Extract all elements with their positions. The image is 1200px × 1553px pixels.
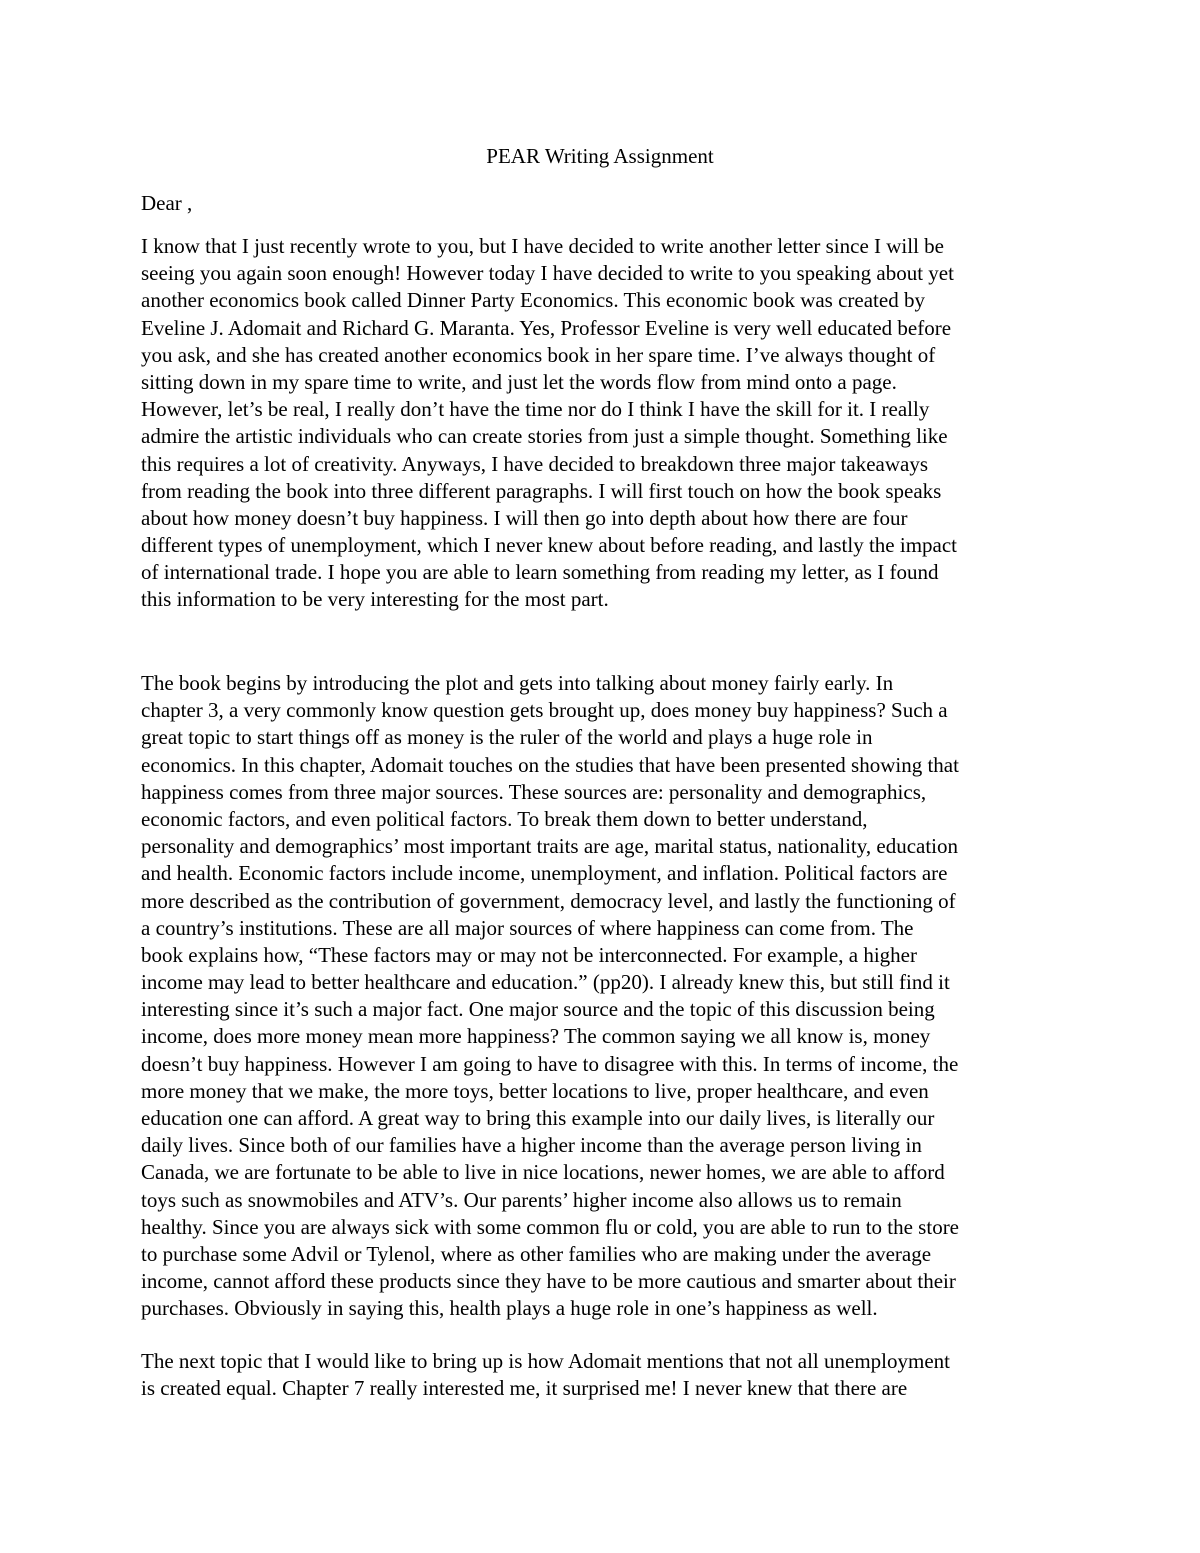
salutation: Dear , <box>141 191 193 215</box>
text-line: and health. Economic factors include income, unemployment, and inflation. Political factors are <box>141 861 948 886</box>
text-line: toys such as snowmobiles and ATV’s. Our parents’ higher income also allows us to remain <box>141 1187 902 1212</box>
text-line: book explains how, “These factors may or may not be interconnected. For example, a higher <box>141 942 917 967</box>
text-line: another economics book called Dinner Party Economics. This economic book was created by <box>141 288 925 313</box>
text-line: this requires a lot of creativity. Anyways, I have decided to breakdown three major takeaways <box>141 451 929 476</box>
text-line: The next topic that I would like to bring up is how Adomait mentions that not all unemployment <box>141 1349 950 1373</box>
text-line: doesn’t buy happiness. However I am going to have to disagree with this. In terms of income, the <box>141 1051 959 1076</box>
text-line: However, let’s be real, I really don’t have the time nor do I think I have the skill for it. I really <box>141 397 930 422</box>
text-line: more described as the contribution of government, democracy level, and lastly the functioning of <box>141 888 956 913</box>
text-line: income may lead to better healthcare and education.” (pp20). I already knew this, but still find it <box>141 970 950 995</box>
text-line: The book begins by introducing the plot and gets into talking about money fairly early. In <box>141 671 894 695</box>
text-line: income, does more money mean more happiness? The common saying we all know is, money <box>141 1024 931 1049</box>
text-line: chapter 3, a very commonly know question gets brought up, does money buy happiness? Such a <box>141 698 948 723</box>
text-line: education one can afford. A great way to bring this example into our daily lives, is literally our <box>141 1106 935 1130</box>
text-line: income, cannot afford these products since they have to be more cautious and smarter about their <box>141 1269 956 1294</box>
text-line: admire the artistic individuals who can create stories from just a simple thought. Something like <box>141 424 948 449</box>
text-line: Eveline J. Adomait and Richard G. Maranta. Yes, Professor Eveline is very well educated before <box>141 315 952 340</box>
paragraph-unemployment <box>141 1348 1071 1402</box>
text-line: economics. In this chapter, Adomait touches on the studies that have been presented showing that <box>141 752 959 777</box>
text-line: happiness comes from three major sources. These sources are: personality and demographics, <box>141 779 927 804</box>
text-line: more money that we make, the more toys, better locations to live, proper healthcare, and even <box>141 1078 929 1103</box>
text-line: about how money doesn’t buy happiness. I will then go into depth about how there are four <box>141 505 908 530</box>
text-line: is created equal. Chapter 7 really interested me, it surprised me! I never knew that there are <box>141 1376 908 1401</box>
text-line: a country’s institutions. These are all major sources of where happiness can come from. The <box>141 915 914 940</box>
text-line: interesting since it’s such a major fact. One major source and the topic of this discussion being <box>141 997 935 1022</box>
text-line: you ask, and she has created another economics book in her spare time. I’ve always thought of <box>141 342 936 367</box>
text-line: of international trade. I hope you are able to learn something from reading my letter, as I found <box>141 560 939 585</box>
paragraph-happiness <box>141 670 1071 1323</box>
text-line: I know that I just recently wrote to you, but I have decided to write another letter since I will be <box>141 234 944 258</box>
text-line: economic factors, and even political factors. To break them down to better understand, <box>141 806 868 831</box>
text-line: Canada, we are fortunate to be able to live in nice locations, newer homes, we are able to afford <box>141 1160 945 1185</box>
paragraph-intro <box>141 233 1071 614</box>
document-title: PEAR Writing Assignment <box>486 144 714 168</box>
text-line: to purchase some Advil or Tylenol, where as other families who are making under the average <box>141 1241 932 1266</box>
text-line: from reading the book into three different paragraphs. I will first touch on how the book speaks <box>141 478 942 503</box>
text-line: daily lives. Since both of our families have a higher income than the average person living in <box>141 1133 922 1158</box>
text-line: purchases. Obviously in saying this, health plays a huge role in one’s happiness as well. <box>141 1296 878 1321</box>
text-line: sitting down in my spare time to write, and just let the words flow from mind onto a page. <box>141 369 897 394</box>
text-line: great topic to start things off as money is the ruler of the world and plays a huge role in <box>141 725 873 750</box>
text-line: seeing you again soon enough! However today I have decided to write to you speaking about yet <box>141 261 954 286</box>
text-line: this information to be very interesting for the most part. <box>141 587 609 612</box>
text-line: healthy. Since you are always sick with some common flu or cold, you are able to run to the store <box>141 1214 960 1239</box>
text-line: different types of unemployment, which I never knew about before reading, and lastly the impact <box>141 533 958 558</box>
text-line: personality and demographics’ most important traits are age, marital status, nationality, education <box>141 834 959 859</box>
